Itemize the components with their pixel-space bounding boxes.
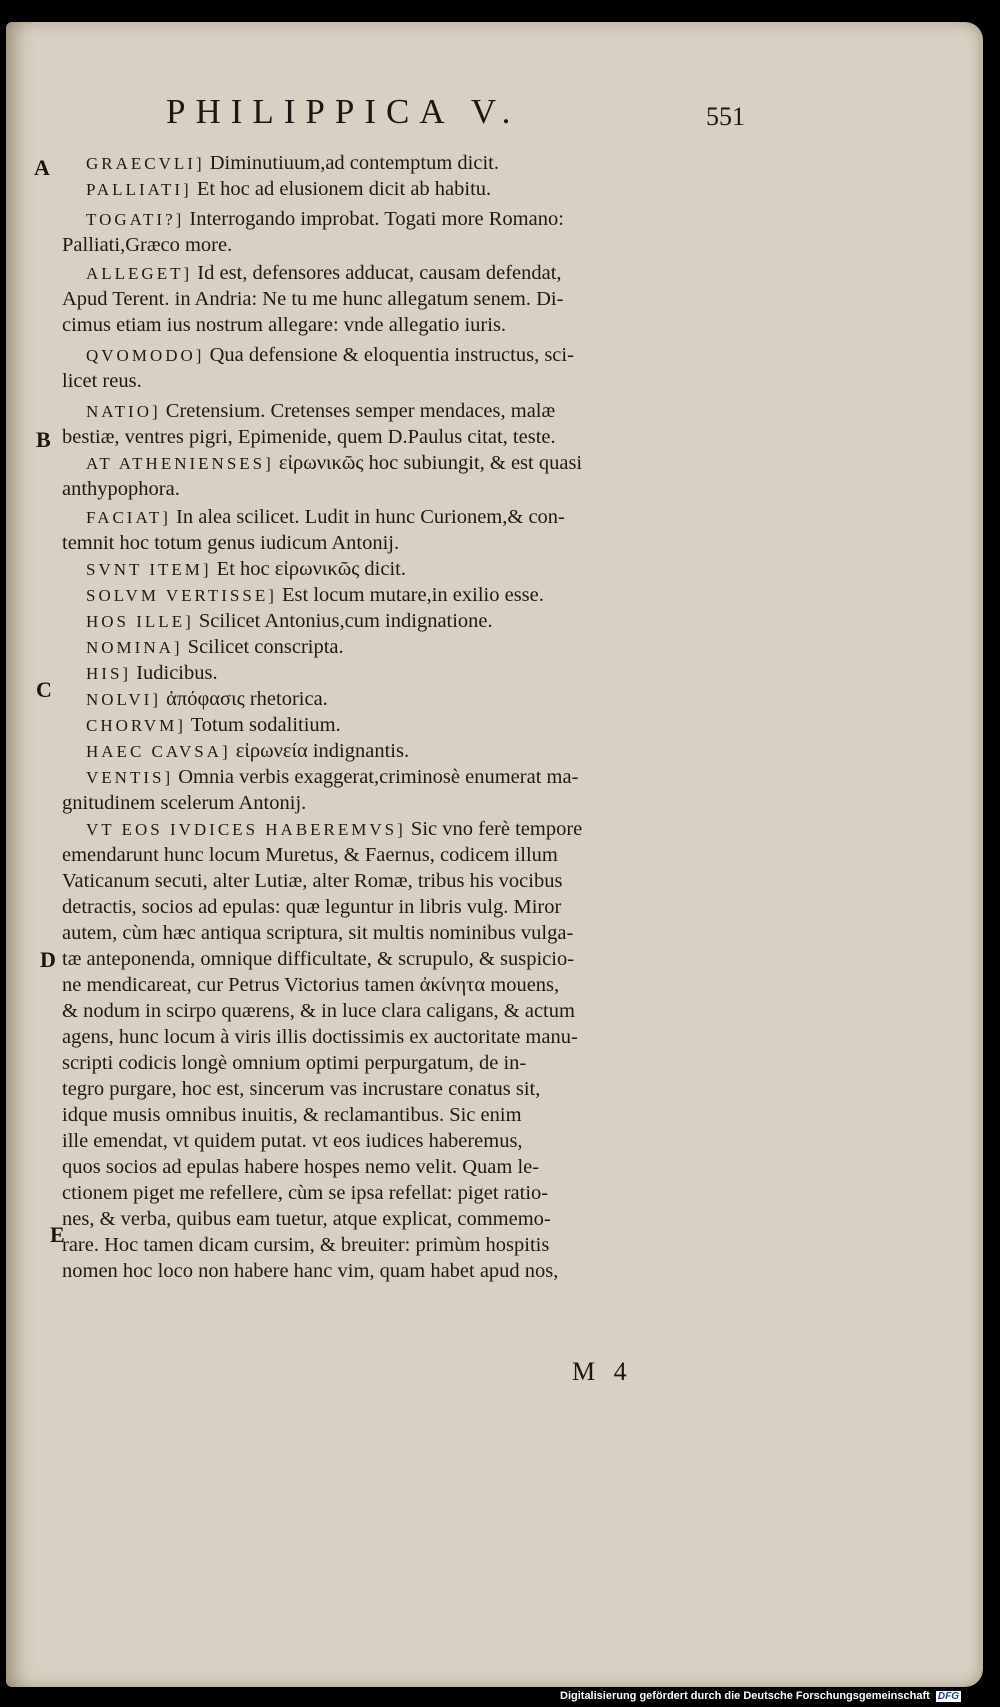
gloss: rare. Hoc tamen dicam cursim, & breuiter: primùm hospitis bbox=[62, 1234, 550, 1256]
text-line bbox=[86, 176, 491, 203]
text-line bbox=[86, 582, 544, 609]
gloss: temnit hoc totum genus iudicum Antonij. bbox=[62, 532, 400, 554]
text-line bbox=[62, 868, 562, 894]
text-line bbox=[62, 286, 563, 312]
text-line bbox=[86, 634, 344, 661]
text-line bbox=[62, 1024, 578, 1050]
gloss: Est locum mutare,in exilio esse. bbox=[276, 584, 544, 606]
text-line bbox=[86, 764, 578, 791]
gloss: Iudicibus. bbox=[131, 662, 218, 684]
gloss: anthypophora. bbox=[62, 478, 180, 500]
lemma: GRAECVLI] bbox=[86, 154, 205, 173]
gloss: Apud Terent. in Andria: Ne tu me hunc allegatum senem. Di- bbox=[62, 288, 564, 310]
text-line bbox=[62, 1076, 540, 1102]
text-line bbox=[62, 1128, 523, 1154]
gloss: Interrogando improbat. Togati more Romano: bbox=[184, 208, 564, 230]
lemma: TOGATI?] bbox=[86, 210, 185, 229]
lemma: HOS ILLE] bbox=[86, 612, 194, 631]
text-line bbox=[62, 368, 142, 394]
gloss: Cretensium. Cretenses semper mendaces, malæ bbox=[160, 400, 556, 422]
gloss: cimus etiam ius nostrum allegare: vnde allegatio iuris. bbox=[62, 314, 507, 336]
gloss: Omnia verbis exaggerat,criminosè enumerat ma- bbox=[173, 766, 579, 788]
page-number: 551 bbox=[706, 102, 745, 131]
text-line bbox=[62, 476, 180, 502]
gloss: bestiæ, ventres pigri, Epimenide, quem D.Paulus citat, teste. bbox=[62, 426, 556, 448]
text-line bbox=[62, 972, 559, 998]
gloss: scripti codicis longè omnium optimi perpurgatum, de in- bbox=[62, 1052, 527, 1074]
gloss: Palliati,Græco more. bbox=[62, 234, 233, 256]
gloss: ille emendat, vt quidem putat. vt eos iudices haberemus, bbox=[62, 1130, 523, 1152]
text-line bbox=[62, 424, 556, 450]
gloss: autem, cùm hæc antiqua scriptura, sit multis nominibus vulga- bbox=[62, 922, 574, 944]
text-line bbox=[62, 790, 306, 816]
gloss: detractis, socios ad epulas: quæ leguntur in libris vulg. Miror bbox=[62, 896, 562, 918]
gloss: Et hoc ad elusionem dicit ab habitu. bbox=[191, 178, 492, 200]
text-line bbox=[86, 450, 582, 477]
book-page bbox=[6, 22, 983, 1687]
lemma: SVNT ITEM] bbox=[86, 560, 212, 579]
lemma: PALLIATI] bbox=[86, 180, 192, 199]
text-line bbox=[62, 1206, 551, 1232]
gloss: Sic vno ferè tempore bbox=[405, 818, 583, 840]
text-line bbox=[86, 206, 564, 233]
text-line bbox=[86, 342, 574, 369]
gloss: ctionem piget me refellere, cùm se ipsa refellat: piget ratio- bbox=[62, 1182, 549, 1204]
text-line bbox=[86, 150, 499, 177]
text-line bbox=[62, 312, 506, 338]
text-line bbox=[86, 686, 328, 713]
margin-letter-c: C bbox=[36, 677, 52, 702]
running-head-title: PHILIPPICA V. bbox=[166, 92, 521, 131]
text-line bbox=[62, 920, 573, 946]
gloss: ne mendicareat, cur Petrus Victorius tamen ἀκίνητα mouens, bbox=[62, 974, 560, 996]
gloss: tæ anteponenda, omnique difficultate, & scrupulo, & suspicio- bbox=[62, 948, 575, 970]
gloss: idque musis omnibus inuitis, & reclamantibus. Sic enim bbox=[62, 1104, 522, 1126]
gloss: gnitudinem scelerum Antonij. bbox=[62, 792, 307, 814]
text-line bbox=[62, 1232, 549, 1258]
lemma: SOLVM VERTISSE] bbox=[86, 586, 277, 605]
gloss: Id est, defensores adducat, causam defendat, bbox=[192, 262, 562, 284]
lemma: NOMINA] bbox=[86, 638, 183, 657]
lemma: AT ATHENIENSES] bbox=[86, 454, 274, 473]
gloss: Et hoc εἰρωνικῶς dicit. bbox=[211, 558, 406, 580]
lemma: QVOMODO] bbox=[86, 346, 205, 365]
text-line bbox=[62, 842, 558, 868]
text-line bbox=[86, 398, 555, 425]
gloss: εἰρωνικῶς hoc subiungit, & est quasi bbox=[273, 452, 583, 474]
gloss: nomen hoc loco non habere hanc vim, quam habet apud nos, bbox=[62, 1260, 559, 1282]
gloss: tegro purgare, hoc est, sincerum vas incrustare conatus sit, bbox=[62, 1078, 541, 1100]
text-line bbox=[86, 738, 409, 765]
text-line bbox=[86, 816, 582, 843]
gloss: In alea scilicet. Ludit in hunc Curionem,& con- bbox=[170, 506, 565, 528]
text-line bbox=[62, 894, 561, 920]
margin-letter-a: A bbox=[34, 155, 50, 180]
text-line bbox=[62, 946, 574, 972]
text-line bbox=[86, 712, 341, 739]
text-line bbox=[62, 1102, 522, 1128]
text-line bbox=[62, 1154, 539, 1180]
margin-letter-b: B bbox=[36, 427, 51, 452]
lemma: NATIO] bbox=[86, 402, 161, 421]
text-line bbox=[86, 608, 493, 635]
lemma: ALLEGET] bbox=[86, 264, 193, 283]
lemma: FACIAT] bbox=[86, 508, 171, 527]
digitization-credit bbox=[560, 1690, 961, 1702]
gloss: Vaticanum secuti, alter Lutiæ, alter Romæ, tribus his vocibus bbox=[62, 870, 563, 892]
text-line bbox=[86, 556, 406, 583]
gloss: quos socios ad epulas habere hospes nemo velit. Quam le- bbox=[62, 1156, 540, 1178]
text-line bbox=[62, 530, 399, 556]
signature-mark: M 4 bbox=[572, 1357, 633, 1386]
text-line bbox=[86, 260, 562, 287]
lemma: NOLVI] bbox=[86, 690, 161, 709]
text-line bbox=[86, 660, 218, 687]
gloss: Totum sodalitium. bbox=[185, 714, 341, 736]
gloss: εἰρωνεία indignantis. bbox=[230, 740, 410, 762]
gloss: agens, hunc locum à viris illis doctissimis ex auctoritate manu- bbox=[62, 1026, 578, 1048]
text-line bbox=[62, 1050, 526, 1076]
text-line bbox=[86, 504, 565, 531]
gloss: licet reus. bbox=[62, 370, 142, 392]
lemma: CHORVM] bbox=[86, 716, 186, 735]
text-line bbox=[62, 1180, 548, 1206]
lemma: HIS] bbox=[86, 664, 132, 683]
margin-letter-e: E bbox=[50, 1222, 65, 1247]
lemma: VENTIS] bbox=[86, 768, 174, 787]
gloss: & nodum in scirpo quærens, & in luce clara caligans, & actum bbox=[62, 1000, 575, 1022]
credit-text: Digitalisierung gefördert durch die Deutsche Forschungsgemeinschaft bbox=[560, 1690, 930, 1702]
text-line bbox=[62, 232, 232, 258]
text-line bbox=[62, 1258, 558, 1284]
gloss: Scilicet Antonius,cum indignatione. bbox=[193, 610, 493, 632]
margin-letter-d: D bbox=[40, 947, 56, 972]
gloss: Qua defensione & eloquentia instructus, sci- bbox=[204, 344, 574, 366]
gloss: Diminutiuum,ad contemptum dicit. bbox=[204, 152, 499, 174]
gloss: emendarunt hunc locum Muretus, & Faernus, codicem illum bbox=[62, 844, 558, 866]
gloss: Scilicet conscripta. bbox=[182, 636, 344, 658]
gloss: ἀπόφασις rhetorica. bbox=[160, 688, 328, 710]
lemma: HAEC CAVSA] bbox=[86, 742, 231, 761]
lemma: VT EOS IVDICES HABEREMVS] bbox=[86, 820, 406, 839]
text-line bbox=[62, 998, 575, 1024]
dfg-logo: DFG bbox=[937, 1691, 959, 1702]
gloss: nes, & verba, quibus eam tuetur, atque explicat, commemo- bbox=[62, 1208, 551, 1230]
